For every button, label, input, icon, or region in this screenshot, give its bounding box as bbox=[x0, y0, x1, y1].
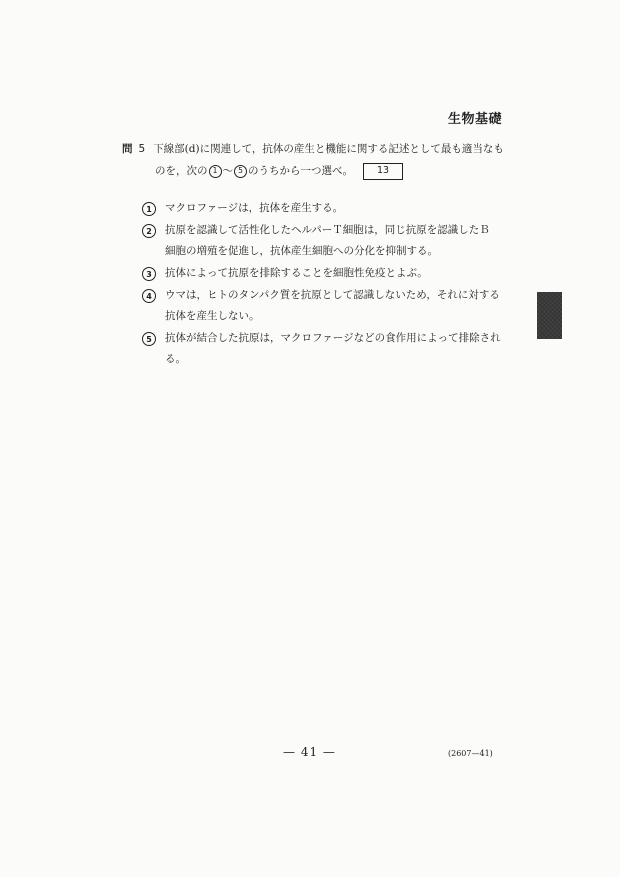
option-item bbox=[142, 198, 514, 219]
range-end-circled-number: 5 bbox=[234, 165, 247, 178]
option-number-badge: 2 bbox=[142, 224, 156, 238]
option-number-badge: 4 bbox=[142, 289, 156, 303]
question-text-suffix: のうちから一つ選べ。 bbox=[248, 165, 353, 177]
option-item bbox=[142, 285, 514, 327]
option-text: マクロファージは，抗体を産生する。 bbox=[165, 202, 344, 214]
option-text: 抗体が結合した抗原は，マクロファージなどの食作用によって排除され る。 bbox=[165, 332, 501, 365]
option-number-badge: 5 bbox=[142, 332, 156, 346]
side-index-tab bbox=[537, 292, 562, 339]
option-text: 抗体によって抗原を排除することを細胞性免疫とよぶ。 bbox=[165, 267, 428, 279]
question-line-2 bbox=[122, 160, 512, 182]
question-line-1 bbox=[122, 138, 512, 160]
options-list bbox=[142, 198, 514, 370]
page-number: — 41 — bbox=[283, 745, 336, 759]
option-item bbox=[142, 263, 514, 284]
option-text: ウマは，ヒトのタンパク質を抗原として認識しないため，それに対する 抗体を産生しない。 bbox=[165, 289, 500, 322]
range-start-circled-number: 1 bbox=[209, 165, 222, 178]
option-number-badge: 3 bbox=[142, 267, 156, 281]
option-item bbox=[142, 220, 514, 262]
subject-header: 生物基礎 bbox=[447, 112, 502, 127]
option-number-badge: 1 bbox=[142, 202, 156, 216]
question-text-line-1: 下線部(d)に関連して，抗体の産生と機能に関する記述として最も適当なも bbox=[153, 143, 504, 155]
question-number: 5 bbox=[138, 143, 146, 155]
range-separator: ～ bbox=[222, 165, 233, 177]
page-code: (2607—41) bbox=[448, 749, 493, 758]
question-block bbox=[122, 138, 512, 182]
question-text-prefix: のを，次の bbox=[155, 165, 208, 177]
option-text: 抗原を認識して活性化したヘルパーＴ細胞は，同じ抗原を認識したＢ 細胞の増殖を促進し，抗体産生細胞への分化を抑制する。 bbox=[165, 224, 490, 257]
option-item bbox=[142, 328, 514, 370]
question-label: 問 bbox=[122, 143, 133, 155]
answer-number-box: 13 bbox=[363, 163, 403, 180]
